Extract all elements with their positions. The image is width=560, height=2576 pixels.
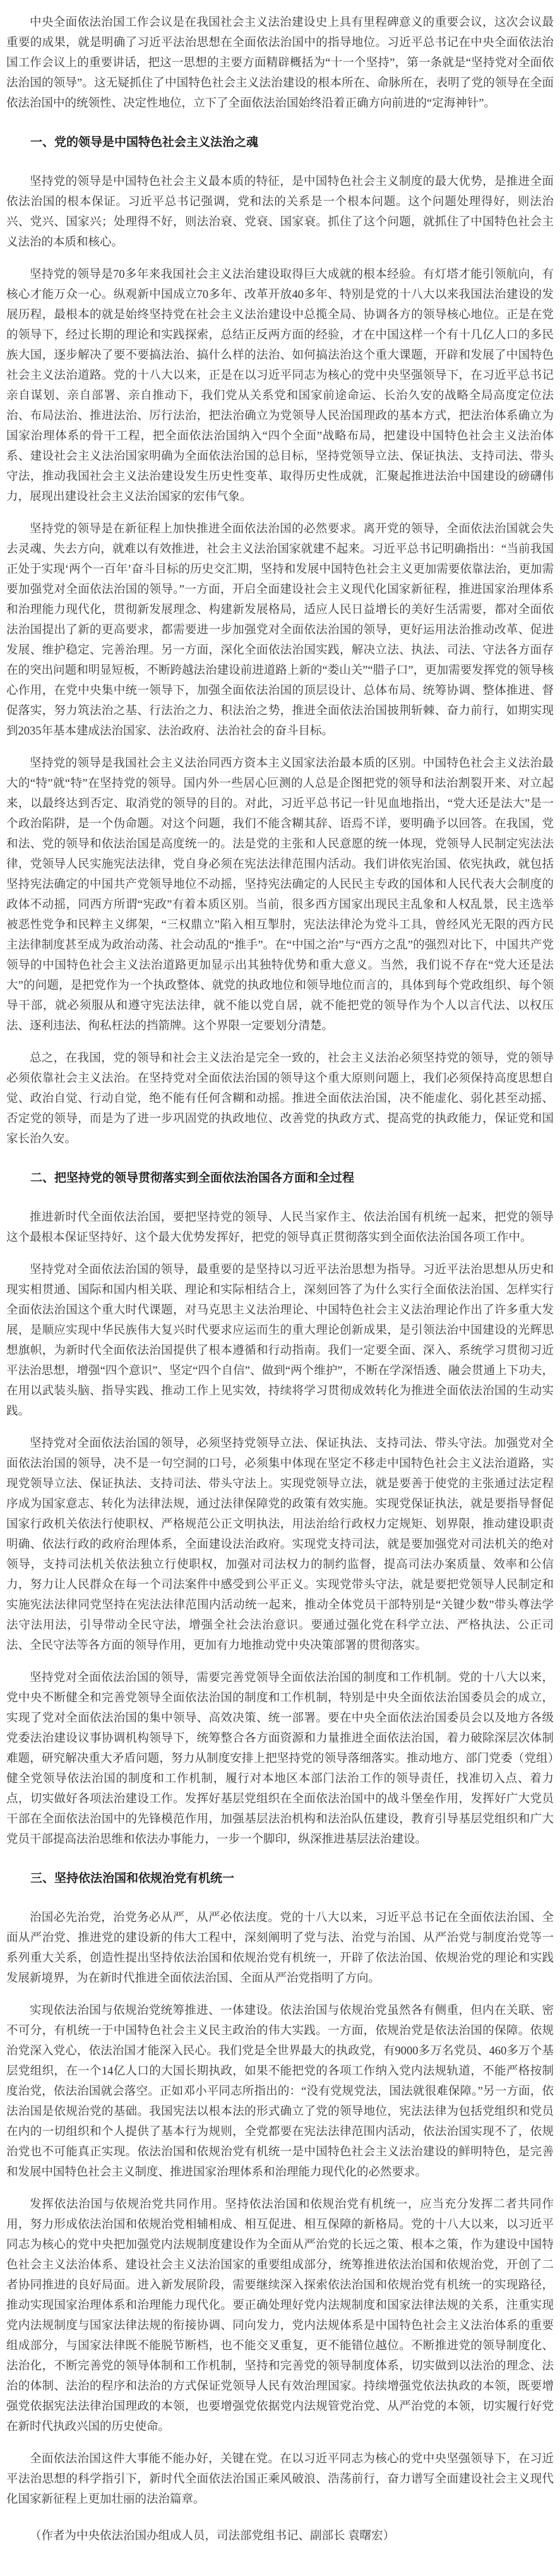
paragraph-s3-2: 实现依法治国与依规治党统筹推进、一体建设。依法治国与依规治党虽然各有侧重，但内在关联、密不可分，有机统一于中国特色社会主义民主政治的伟大实践。一方面，依规治党是依法治国的保障。依规治党深入党心，依法治国才能深入民心。我们党是全世界最大的执政党，有9000多万名党员、460多万个基层党组织，在一个14亿人口的大国长期执政，如果不能把党的各项工作纳入党内法规轨道，不能严格按制度治党，依法治国就会落空。正如邓小平同志所指出的：“没有党规党法，国法就很难保障。”另一方面，依法治国是依规治党的基础。我国宪法以根本法的形式确立了党的领导地位，宪法法律为包括党组织和党员在内的一切组织和个人提供了基本行为规则，全党都要在宪法法律范围内活动，依法治国实现不了，依规治党也不可能真正实现。依法治国和依规治党有机统一是中国特色社会主义法治建设的鲜明特色，是完善和发展中国特色社会主义制度、推进国家治理体系和治理能力现代化的必然要求。 <box>6 2004 554 2179</box>
section-heading-3: 三、坚持依法治国和依规治党有机统一 <box>30 1872 235 1885</box>
paragraph-s1-1: 坚持党的领导是中国特色社会主义最本质的特征，是中国特色社会主义制度的最大优势，是推进全面依法治国的根本保证。习近平总书记强调，党和法的关系是一个根本问题。这个问题处理得好，则法治兴、党兴、国家兴；处理得不好，则法治衰、党衰、国家衰。抓住了这个问题，就抓住了中国特色社会主义法治的本质和核心。 <box>6 176 554 249</box>
paragraph-s2-4: 坚持党对全面依法治国的领导，需要完善党领导全面依法治国的制度和工作机制。党的十八大以来，党中央不断健全和完善党领导全面依法治国的制度和工作机制，特别是中央全面依法治国委员会的成立，实现了党对全面依法治国的集中领导、高效决策、统一部署。要在中央全面依法治国委员会以及地方各级党委法治建设议事协调机构领导下，统筹整合各方面资源和力量推进全面依法治国，着力破除深层次体制难题，研究解决重大矛盾问题，努力从制度安排上把坚持党的领导落细落实。推动地方、部门党委（党组）健全党领导依法治国的制度和工作机制，履行对本地区本部门法治工作的领导责任，找准切入点、着力点，切实做好各项法治建设工作。发挥好基层党组织在全面依法治国中的战斗堡垒作用，发挥好广大党员干部在全面依法治国中的先锋模范作用，加强基层法治机构和法治队伍建设，教育引导基层党组织和广大党员干部提高法治思维和依法办事能力，一步一个脚印，纵深推进基层法治建设。 <box>6 1672 554 1846</box>
paragraph-s2-3: 坚持党对全面依法治国的领导，必须坚持党领导立法、保证执法、支持司法、带头守法。加强党对全面依法治国的领导，决不是一句空洞的口号，必须集中体现在坚定不移走中国特色社会主义法治道路，实现党领导立法、保证执法、支持司法、带头守法上。实现党领导立法，就是要善于使党的主张通过法定程序成为国家意志、转化为法律法规，通过法律保障党的政策有效实施。实现党保证执法，就是要指导督促国家行政机关依法行使职权、严格规范公正文明执法，用法治给行政权力定规矩、划界限，推动建设职责明确、依法行政的政府治理体系，全面建设法治政府。实现党支持司法，就是要加强党对司法机关的绝对领导，支持司法机关依法独立行使职权，加强对司法权力的制约监督，提高司法办案质量、效率和公信力，努力让人民群众在每一个司法案件中感受到公平正义。实现党带头守法，就是要把党领导人民制定和实施宪法法律同党坚持在宪法法律范围内活动统一起来，推动全体党员干部特别是“关键少数”带头尊法学法守法用法，引导带动全民守法，增强全社会法治意识。要通过强化党在科学立法、严格执法、公正司法、全民守法等各方面的领导作用，更加有力地推动党中央决策部署的贯彻落实。 <box>6 1437 554 1652</box>
paragraph-s1-3: 坚持党的领导是在新征程上加快推进全面依法治国的必然要求。离开党的领导，全面依法治国就会失去灵魂、失去方向，就难以有效推进，社会主义法治国家就建不起来。习近平总书记明确指出：“当前我国正处于实现‘两个一百年’奋斗目标的历史交汇期，坚持和发展中国特色社会主义更加需要依靠法治，更加需要加强党对全面依法治国的领导。”一方面，开启全面建设社会主义现代化国家新征程，推进国家治理体系和治理能力现代化，贯彻新发展理念、构建新发展格局，适应人民日益增长的美好生活需要，都对全面依法治国提出了新的更高要求，都需要进一步加强党对全面依法治国的领导，更好运用法治推动改革、促进发展、维护稳定、完善治理。另一方面，深化全面依法治国实践，解决立法、执法、司法、守法各方面存在的突出问题和明显短板，不断跨越法治建设前进道路上新的“娄山关”“腊子口”，更加需要发挥党的领导核心作用，在党中央集中统一领导下，加强全面依法治国的顶层设计、总体布局、统筹协调、整体推进、督促落实，努力筑法治之基、行法治之力、积法治之势，推进全面依法治国披荆斩棘、奋力前行，如期实现到2035年基本建成法治国家、法治政府、法治社会的奋斗目标。 <box>6 523 554 738</box>
author-byline: （作者为中央依法治国办组成人员，司法部党组书记、副部长 袁曙宏） <box>30 2530 395 2543</box>
section-heading-2: 二、把坚持党的领导贯彻落实到全面依法治国各方面和全过程 <box>30 1171 355 1185</box>
paragraph-s2-2: 坚持党对全面依法治国的领导，最重要的是坚持以习近平法治思想为指导。习近平法治思想从历史和现实相贯通、国际和国内相关联、理论和实际相结合上，深刻回答了为什么实行全面依法治国、怎样实行全面依法治国这个重大时代课题，对马克思主义法治理论、中国特色社会主义法治理论作出了许多重大发展，是顺应实现中华民族伟大复兴时代要求应运而生的重大理论创新成果，是引领法治中国建设的光辉思想旗帜，为新时代全面依法治国提供了根本遵循和行动指南。我们一定要全面、深入、系统学习贯彻习近平法治思想，增强“四个意识”、坚定“四个自信”、做到“两个维护”，不断在学深悟透、融会贯通上下功夫，在用以武装头脑、指导实践、推动工作上见实效，持续将学习贯彻成效转化为推进全面依法治国的生动实践。 <box>6 1264 554 1418</box>
paragraph-s1-5: 总之，在我国，党的领导和社会主义法治是完全一致的，社会主义法治必须坚持党的领导，党的领导必须依靠社会主义法治。在坚持党对全面依法治国的领导这个重大原则问题上，我们必须保持高度思想自觉、政治自觉、行动自觉，绝不能有任何含糊和动摇。推进全面依法治国，决不能虚化、弱化甚至动摇、否定党的领导，而是为了进一步巩固党的执政地位、改善党的执政方式、提高党的执政能力，保证党和国家长治久安。 <box>6 1052 554 1146</box>
paragraph-s1-2: 坚持党的领导是70多年来我国社会主义法治建设取得巨大成就的根本经验。有灯塔才能引领航向，有核心才能万众一心。纵观新中国成立70多年、改革开放40多年、特别是党的十八大以来我国法治建设的发展历程，最根本的就是始终坚持党在社会主义法治建设中总揽全局、协调各方的领导核心地位。正是在党的领导下，经过长期的理论和实践探索，总结正反两方面的经验，才在中国这样一个有十几亿人口的多民族大国，逐步解决了要不要搞法治、搞什么样的法治、如何搞法治这个重大课题，开辟和发展了中国特色社会主义法治道路。党的十八大以来，正是在以习近平同志为核心的党中央坚强领导下，在习近平总书记亲自谋划、亲自部署、亲自推动下，我们党从关系党和国家前途命运、长治久安的战略全局高度定位法治、布局法治、推进法治、厉行法治，把法治确立为党领导人民治国理政的基本方式，把法治体系确立为国家治理体系的骨干工程，把全面依法治国纳入“四个全面”战略布局，把建设中国特色社会主义法治体系、建设社会主义法治国家明确为全面依法治国的总目标，坚持党领导立法、保证执法、支持司法、带头守法，推动我国社会主义法治建设发生历史性变革、取得历史性成就，汇聚起推进法治中国建设的磅礴伟力，展现出建设社会主义法治国家的宏伟气象。 <box>6 268 554 503</box>
paragraph-s2-1: 推进新时代全面依法治国，要把坚持党的领导、人民当家作主、依法治国有机统一起来，把党的领导这个最根本保证坚持好、这个最大优势发挥好，把党的领导真正贯彻落实到全面依法治国各项工作中。 <box>6 1211 554 1244</box>
paragraph-intro: 中央全面依法治国工作会议是在我国社会主义法治建设史上具有里程碑意义的重要会议，这次会议最重要的成果，就是明确了习近平法治思想在全面依法治国中的指导地位。习近平总书记在中央全面依法治国工作会议上的重要讲话，把这一思想的主要方面精辟概括为“十一个坚持”，第一条就是“坚持党对全面依法治国的领导”。这无疑抓住了中国特色社会主义法治建设的根本所在、命脉所在，表明了党的领导在全面依法治国中的统领性、决定性地位，立下了全面依法治国始终沿着正确方向前进的“定海神针”。 <box>6 16 554 110</box>
paragraph-closing: 全面依法治国这件大事能不能办好，关键在党。在以习近平同志为核心的党中央坚强领导下，在习近平法治思想的科学指引下，新时代全面依法治国正乘风破浪、浩荡前行，奋力谱写全面建设社会主义现代化国家新征程上更加壮丽的法治篇章。 <box>6 2453 554 2506</box>
section-heading-1: 一、党的领导是中国特色社会主义法治之魂 <box>30 136 259 149</box>
paragraph-s1-4: 坚持党的领导是我国社会主义法治同西方资本主义国家法治最本质的区别。中国特色社会主义法治最大的“特”就“特”在坚持党的领导。国内外一些居心叵测的人总是企图把党的领导和法治割裂开来、对立起来，以最终达到否定、取消党的领导的目的。对此，习近平总书记一针见血地指出，“党大还是法大”是一个政治陷阱，是一个伪命题。对这个问题，我们不能含糊其辞、语焉不详，要明确予以回答。在我国，党和法、党的领导和依法治国是高度统一的。法是党的主张和人民意愿的统一体现，党领导人民制定宪法法律，党领导人民实施宪法法律，党自身必须在宪法法律范围内活动。我们讲依宪治国、依宪执政，就包括坚持宪法确定的中国共产党领导地位不动摇，坚持宪法确定的人民民主专政的国体和人民代表大会制度的政体不动摇，同西方所谓“宪政”有着本质区别。当前，很多西方国家出现民主乱象和人权乱景，民主选举被恶性党争和民粹主义绑架，“三权鼎立”陷入相互掣肘，宪法法律沦为党斗工具，曾经风光无限的西方民主法律制度甚至成为政治动荡、社会动乱的“推手”。在“中国之治”与“西方之乱”的强烈对比下，中国共产党领导的中国特色社会主义法治道路更加显示出其独特优势和重大意义。当然，我们说不存在“党大还是法大”的问题，是把党作为一个执政整体、就党的执政地位和领导地位而言的，具体到每个党政组织、每个领导干部，就必须服从和遵守宪法法律，就不能以党自居，就不能把党的领导作为个人以言代法、以权压法、逐利违法、徇私枉法的挡箭牌。这个界限一定要划分清楚。 <box>6 757 554 1033</box>
paragraph-s3-1: 治国必先治党，治党务必从严，从严必依法度。党的十八大以来，习近平总书记在全面依法治国、全面从严治党、推进党的建设新的伟大工程中，深刻阐明了党与法、治党与治国、从严治党与制度治党等一系列重大关系，创造性提出坚持依法治国和依规治党有机统一，开辟了依法治国、依规治党的理论和实践发展新境界，为在新时代推进全面依法治国、全面从严治党指明了方向。 <box>6 1912 554 1985</box>
paragraph-s3-3: 发挥依法治国与依规治党共同作用。坚持依法治国和依规治党有机统一，应当充分发挥二者共同作用，努力形成依法治国和依规治党相辅相成、相互促进、相互保障的新格局。党的十八大以来，以习近平同志为核心的党中央把加强党内法规制度建设作为全面从严治党的长远之策、根本之策，作为建设中国特色社会主义法治体系、建设社会主义法治国家的重要组成部分，统筹推进依法治国和依规治党，开创了二者协同推进的良好局面。进入新发展阶段，需要继续深入探索依法治国和依规治党有机统一的实现路径，推动实现国家治理体系和治理能力现代化。要正确处理好党内法规制度和国家法律法规的关系，注重实现党内法规制度与国家法律法规的衔接协调、同向发力，党内法规体系是中国特色社会主义法治体系的重要组成部分，与国家法律既不能脱节断档，也不能交叉重复，更不能错位越位。不断推进党的领导制度化、法治化，不断完善党的领导体制和工作机制，坚持和完善党的领导制度体系，切实做到以法治的理念、法治的体制、法治的程序和法治的方式保证党领导人民有效治理国家。持续增强党依法执政的本领，既要增强党依据宪法法律治国理政的本领，也要增强党依据党内法规管党治党、从严治党的本领，切实履行好党在新时代执政兴国的历史使命。 <box>6 2198 554 2433</box>
